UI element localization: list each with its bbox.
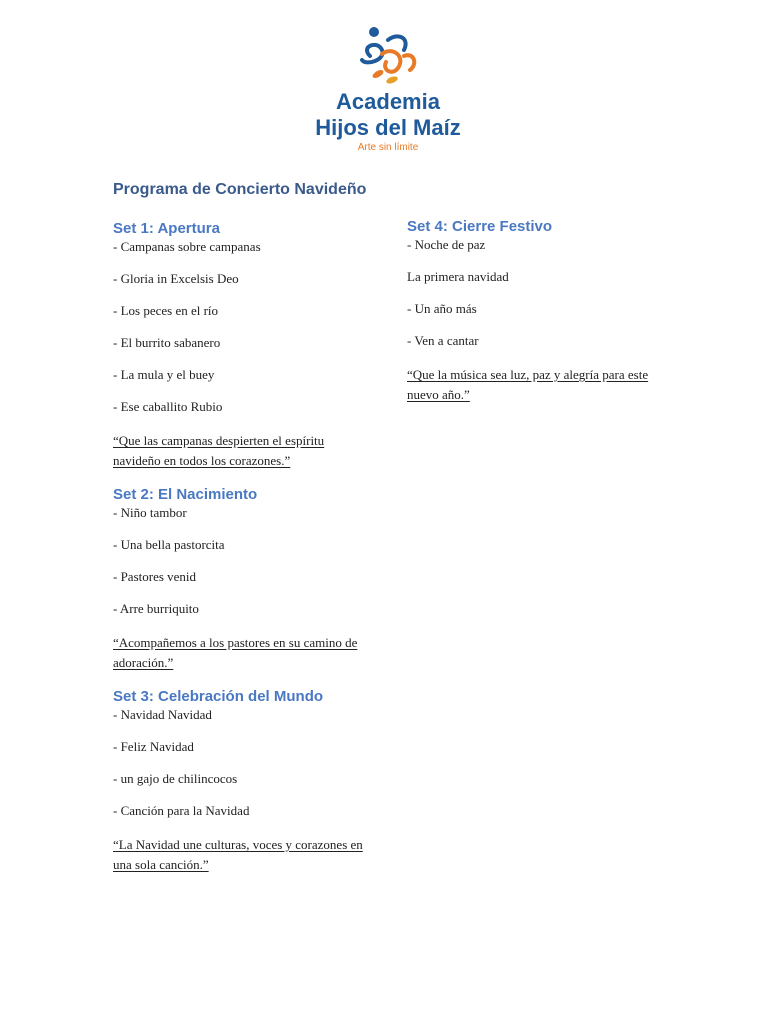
song-item: - Niño tambor [113,505,187,520]
set-4 [407,217,667,405]
set-3 [113,687,373,875]
song-item: - Noche de paz [407,237,486,252]
academy-logo [312,18,464,158]
song-item: - Gloria in Excelsis Deo [113,271,239,286]
song-item: - Pastores venid [113,569,197,584]
set-heading: Set 3: Celebración del Mundo [113,688,324,705]
song-item: - Ese caballito Rubio [113,399,223,414]
set-quote: “Que las campanas despierten el espíritu navideño en todos los corazones.” [113,433,325,468]
set-quote: “La Navidad une culturas, voces y corazones en una sola canción.” [113,837,363,872]
logo-text-hijos-del-maiz: Hijos del Maíz [315,115,461,140]
set-heading: Set 2: El Nacimiento [113,486,258,503]
set-2 [113,485,373,673]
song-item: - Los peces en el río [113,303,219,318]
program-title: Programa de Concierto Navideño [113,181,367,198]
song-item: - El burrito sabanero [113,335,221,350]
song-item: - Arre burriquito [113,601,199,616]
song-item: - Un año más [407,301,477,316]
right-column [407,217,667,419]
song-item: - Una bella pastorcita [113,537,225,552]
song-item: - La mula y el buey [113,367,215,382]
song-item: - Ven a cantar [407,333,479,348]
song-item: La primera navidad [407,269,509,284]
song-item: - Campanas sobre campanas [113,239,261,254]
song-item: - Feliz Navidad [113,739,194,754]
set-quote: “Acompañemos a los pastores en su camino de adoración.” [113,635,358,670]
logo-mark-icon [352,26,424,86]
left-column [113,219,373,889]
set-quote: “Que la música sea luz, paz y alegría para este nuevo año.” [407,367,649,402]
logo-tagline: Arte sin límite [357,142,419,153]
set-1 [113,219,373,471]
logo-text-academia: Academia [336,89,440,114]
set-heading: Set 4: Cierre Festivo [407,218,553,235]
song-item: - Navidad Navidad [113,707,212,722]
set-heading: Set 1: Apertura [113,220,220,237]
song-item: - un gajo de chilincocos [113,771,238,786]
song-item: - Canción para la Navidad [113,803,250,818]
